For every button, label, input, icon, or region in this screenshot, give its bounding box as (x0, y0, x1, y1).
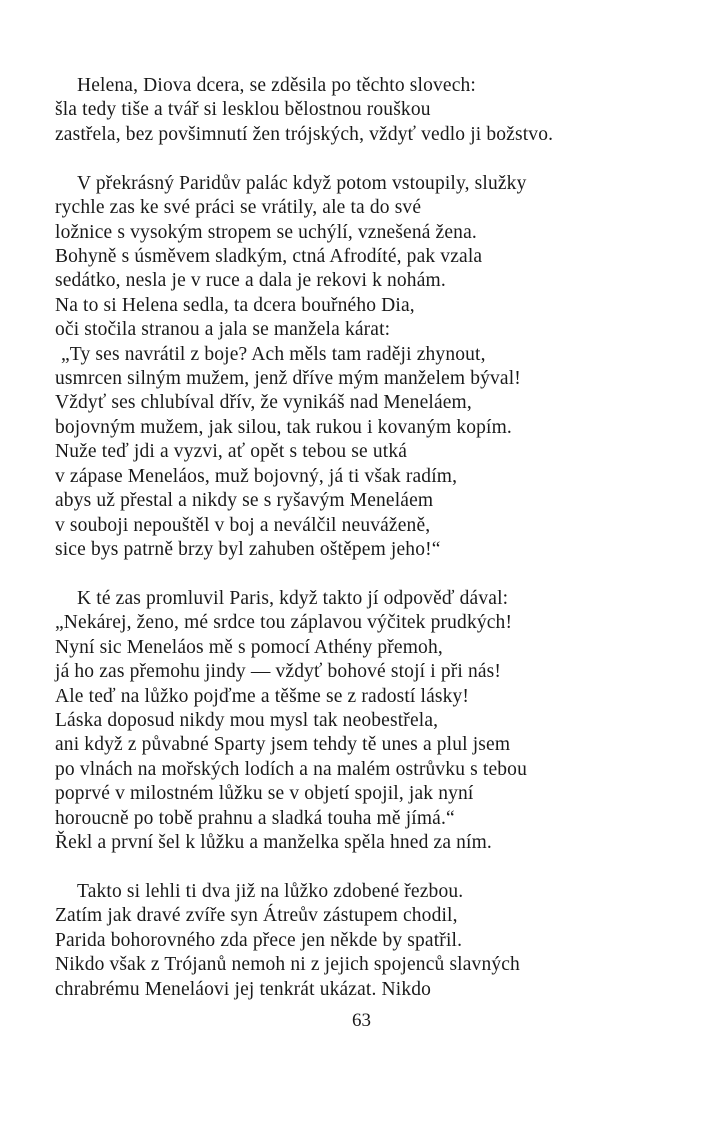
poem-text (55, 74, 705, 1027)
text-line: Nyní sic Meneláos mě s pomocí Athény přemoh, (55, 636, 443, 658)
text-line: V překrásný Paridův palác když potom vstoupily, služky (77, 172, 527, 194)
page-number: 63 (352, 1010, 371, 1031)
text-line: já ho zas přemohu jindy — vždyť bohové stojí i při nás! (55, 661, 502, 683)
text-line: oči stočila stranou a jala se manžela kárat: (55, 319, 391, 341)
text-line: Ale teď na lůžko pojďme a těšme se z radostí lásky! (55, 685, 470, 707)
text-line: Parida bohorovného zda přece jen někde by spatřil. (55, 929, 463, 951)
text-line: sedátko, nesla je v ruce a dala je rekovi k nohám. (55, 270, 446, 292)
text-line: Řekl a první šel k lůžku a manželka spěla hned za ním. (55, 831, 492, 853)
text-line: šla tedy tiše a tvář si lesklou bělostnou rouškou (55, 99, 431, 121)
text-line: Nuže teď jdi a vyzvi, ať opět s tebou se utká (55, 441, 408, 463)
text-line: K té zas promluvil Paris, když takto jí odpověď dával: (77, 587, 509, 609)
text-line: rychle zas ke své práci se vrátily, ale ta do své (55, 197, 422, 219)
text-line: zastřela, bez povšimnutí žen trójských, vždyť vedlo ji božstvo. (55, 123, 554, 145)
stanza-2 (55, 172, 705, 563)
text-line: Takto si lehli ti dva již na lůžko zdobené řezbou. (77, 880, 464, 902)
text-line: Bohyně s úsměvem sladkým, ctná Afrodíté, pak vzala (55, 246, 483, 268)
stanza-4 (55, 880, 705, 1002)
text-line: Na to si Helena sedla, ta dcera bouřného Dia, (55, 294, 415, 316)
text-line: po vlnách na mořských lodích a na malém ostrůvku s tebou (55, 758, 527, 780)
text-line: ani když z půvabné Sparty jsem tehdy tě unes a plul jsem (55, 734, 511, 756)
text-line: Vždyť ses chlubíval dřív, že vynikáš nad Meneláem, (55, 392, 472, 414)
text-line: Zatím jak dravé zvíře syn Átreův zástupem chodil, (55, 905, 458, 927)
stanza-1 (55, 74, 705, 147)
text-line: horoucně po tobě prahnu a sladká touha mě jímá.“ (55, 807, 455, 829)
text-line: bojovným mužem, jak silou, tak rukou i kovaným kopím. (55, 416, 512, 438)
text-line: „Ty ses navrátil z boje? Ach měls tam raději zhynout, (61, 343, 486, 365)
text-line: poprvé v milostném lůžku se v objetí spojil, jak nyní (55, 783, 474, 805)
stanza-3 (55, 587, 705, 855)
text-line: Helena, Diova dcera, se zděsila po těchto slovech: (77, 75, 476, 96)
text-line: v zápase Meneláos, muž bojovný, já ti však radím, (55, 465, 458, 487)
text-line: usmrcen silným mužem, jenž dříve mým manželem býval! (55, 368, 521, 390)
text-line: v souboji nepouštěl v boj a neválčil neuváženě, (55, 514, 431, 536)
text-line: chrabrému Meneláovi jej tenkrát ukázat. Nikdo (55, 978, 432, 1000)
text-line: abys už přestal a nikdy se s ryšavým Meneláem (55, 490, 434, 512)
text-line: ložnice s vysokým stropem se uchýlí, vznešená žena. (55, 221, 477, 243)
text-line: sice bys patrně brzy byl zahuben oštěpem jeho!“ (55, 538, 441, 560)
text-line: „Nekárej, ženo, mé srdce tou záplavou výčitek prudkých! (55, 612, 513, 634)
text-line: Nikdo však z Trójanů nemoh ni z jejich spojenců slavných (55, 954, 520, 976)
text-line: Láska doposud nikdy mou mysl tak neobestřela, (55, 709, 439, 731)
